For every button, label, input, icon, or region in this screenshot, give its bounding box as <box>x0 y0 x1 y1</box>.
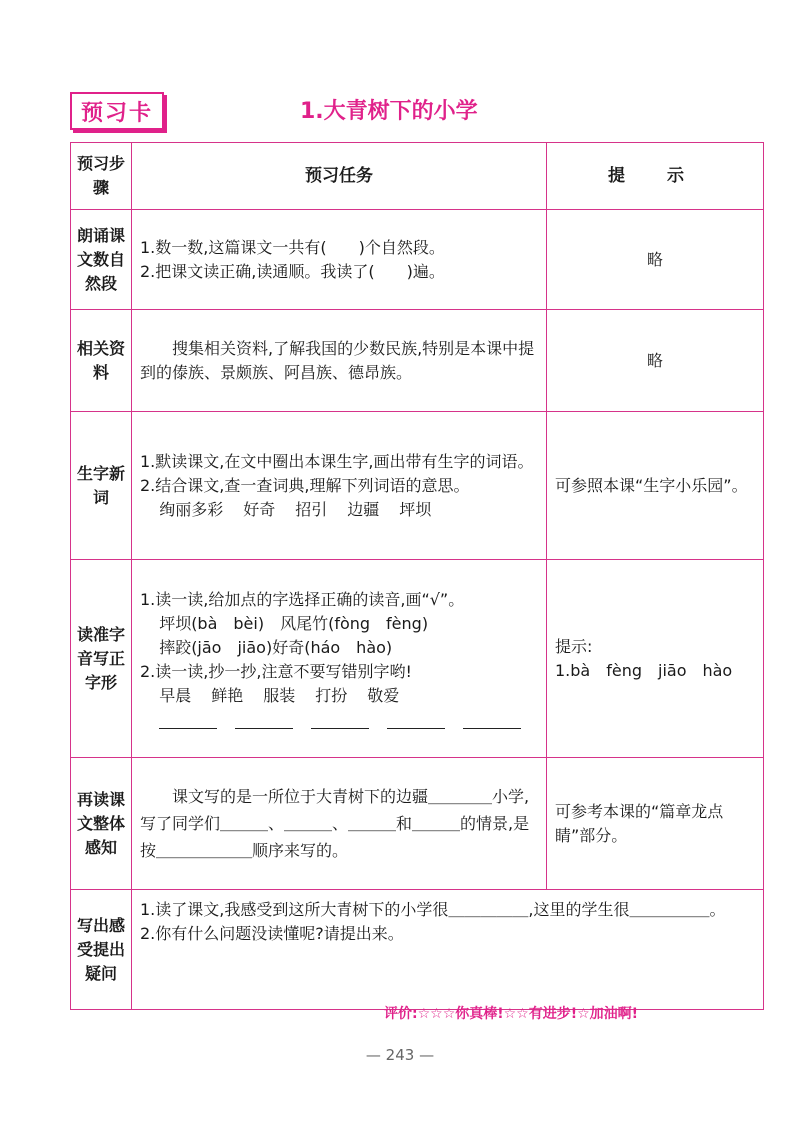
hint-answer: 1.bà fèng jiāo hào <box>555 660 733 680</box>
row-step: 相关资料 <box>71 310 132 412</box>
copy-word: 敬爱 <box>367 686 400 705</box>
preview-table <box>70 142 764 1010</box>
row-task <box>132 412 547 560</box>
copy-blank[interactable] <box>159 714 217 729</box>
row-hint <box>547 560 764 758</box>
rating-line: 评价:☆☆☆你真棒!☆☆有进步!☆加油啊! <box>384 1006 639 1022</box>
word-item: 绚丽多彩 <box>159 499 224 519</box>
task-line: 摔跤(jāo jiāo)好奇(háo hào) <box>159 638 393 657</box>
word-item: 招引 <box>295 499 328 519</box>
task-line: 2.结合课文,查一查词典,理解下列词语的意思。 <box>140 475 470 495</box>
row-hint: 可参照本课“生字小乐园”。 <box>547 412 764 560</box>
task-line: 2.把课文读正确,读通顺。我读了( )遍。 <box>140 261 445 281</box>
table-row <box>71 758 764 890</box>
word-item: 边疆 <box>347 499 380 519</box>
copy-blank[interactable] <box>463 714 521 729</box>
copy-blank[interactable] <box>235 714 293 729</box>
row-task <box>132 890 764 1010</box>
table-row <box>71 412 764 560</box>
copy-word-list <box>140 684 538 708</box>
task-line: 1.默读课文,在文中圈出本课生字,画出带有生字的词语。 <box>140 451 534 471</box>
copy-word: 打扮 <box>315 686 348 705</box>
task-line: 坪坝(bà bèi) 风尾竹(fòng fèng) <box>159 614 429 633</box>
column-header-hint: 提 示 <box>547 143 764 210</box>
task-paragraph: 课文写的是一所位于大青树下的边疆＿＿＿＿小学,写了同学们＿＿＿、＿＿＿、＿＿＿和＿＿＿的情景,是按＿＿＿＿＿＿顺序来写的。 <box>140 787 530 860</box>
table-row <box>71 210 764 310</box>
table-row <box>71 310 764 412</box>
copy-blank[interactable] <box>311 714 369 729</box>
table-row <box>71 560 764 758</box>
row-step: 生字新词 <box>71 412 132 560</box>
word-item: 好奇 <box>243 499 276 519</box>
row-step: 朗诵课文数自然段 <box>71 210 132 310</box>
copy-word: 早晨 <box>159 686 192 705</box>
task-line: 2.读一读,抄一抄,注意不要写错别字哟! <box>140 662 412 681</box>
table-row <box>71 890 764 1010</box>
row-hint: 略 <box>547 310 764 412</box>
task-line: 1.数一数,这篇课文一共有( )个自然段。 <box>140 237 445 257</box>
copy-word: 鲜艳 <box>211 686 244 705</box>
column-header-task: 预习任务 <box>132 143 547 210</box>
word-item: 坪坝 <box>399 499 432 519</box>
copy-word: 服装 <box>263 686 296 705</box>
word-list <box>140 498 538 522</box>
task-line: 1.读了课文,我感受到这所大青树下的小学很＿＿＿＿＿,这里的学生很＿＿＿＿＿。 <box>140 900 726 919</box>
task-line: 1.读一读,给加点的字选择正确的读音,画“√”。 <box>140 590 465 609</box>
preview-card-badge: 预习卡 <box>70 92 164 130</box>
copy-blank[interactable] <box>387 714 445 729</box>
row-task <box>132 210 547 310</box>
row-step: 写出感受提出疑问 <box>71 890 132 1010</box>
task-paragraph: 搜集相关资料,了解我国的少数民族,特别是本课中提到的傣族、景颇族、阿昌族、德昂族。 <box>140 338 535 382</box>
lesson-title: 1.大青树下的小学 <box>300 99 478 124</box>
hint-title: 提示: <box>555 636 593 656</box>
row-task <box>132 758 547 890</box>
page-number: — 243 — <box>365 1046 435 1064</box>
row-task <box>132 560 547 758</box>
table-header-row <box>71 143 764 210</box>
row-hint: 可参考本课的“篇章龙点睛”部分。 <box>547 758 764 890</box>
task-line: 2.你有什么问题没读懂呢?请提出来。 <box>140 924 404 943</box>
copy-blanks <box>140 714 538 729</box>
row-step: 读准字音写正字形 <box>71 560 132 758</box>
column-header-step: 预习步骤 <box>71 143 132 210</box>
row-step: 再读课文整体感知 <box>71 758 132 890</box>
row-task <box>132 310 547 412</box>
row-hint: 略 <box>547 210 764 310</box>
